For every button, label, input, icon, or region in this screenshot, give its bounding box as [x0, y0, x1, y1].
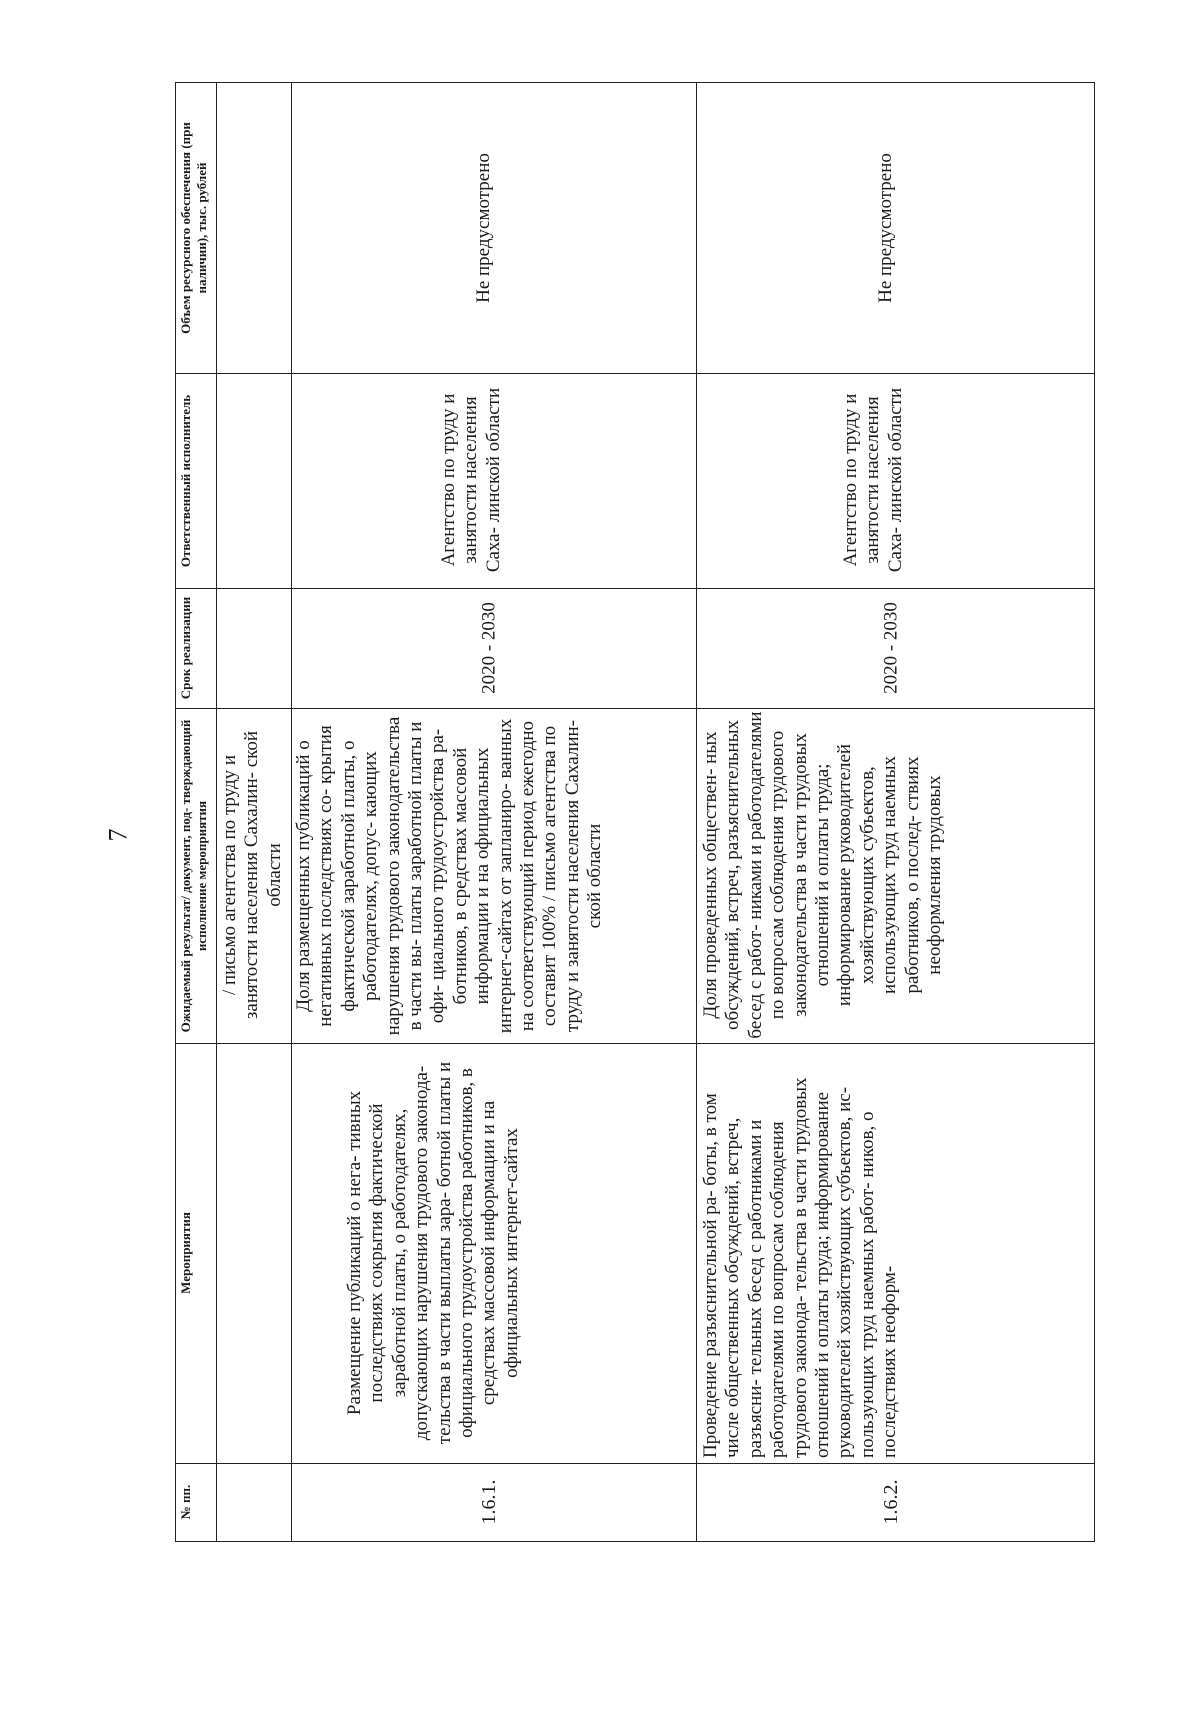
row1-executor: Агентство по труду и занятости населения Саха- линской области: [438, 387, 504, 573]
row2-term-cell: [696, 588, 1094, 708]
row1-event: Размещение публикаций о нега- тивных последствиях сокрытия фактической заработной платы, о работодателях, допускающих нарушения трудового законода- тельства в части выплаты зара- ботной платы и официального трудоустройства работников, в средствах массовой информации и на официальных интернет-сайтах: [344, 1061, 522, 1445]
header-resources: Объем ресурсного обеспечения (при наличии), тыс. рублей: [178, 122, 209, 334]
page-number: 7: [103, 828, 133, 842]
row2-num: 1.6.2.: [880, 1479, 902, 1525]
row1-num-cell: [291, 1463, 696, 1541]
row2-executor-cell: [696, 373, 1094, 588]
header-event: Мероприятия: [178, 1212, 193, 1294]
header-num: № пп.: [178, 1484, 193, 1520]
header-executor-cell: [176, 373, 216, 588]
row0-result: / письмо агентства по труду и занятости населения Сахалин- ской области: [219, 730, 285, 1020]
row2-resources-cell: [696, 83, 1094, 373]
rotated-grid: [176, 83, 1094, 1541]
row1-result-cell: [291, 708, 696, 1043]
row2-num-cell: [696, 1463, 1094, 1541]
row2-result-cell: [696, 708, 1094, 1043]
row2-event: Проведение разъяснительной ра- боты, в том числе общественных обсуждений, встреч, разъясни- тельных бесед с работниками и работодателями по вопросам соблюдения трудового законода- тельства в части трудовых отношений и оплаты труда; информирование руководителей хозяйствующих субъектов, ис- пользующих труд наемных работ- ников, о последствиях неоформ-: [700, 1077, 901, 1458]
header-term: Срок реализации: [178, 596, 193, 700]
header-executor: Ответственный исполнитель: [178, 394, 193, 568]
row1-event-cell: [291, 1043, 696, 1463]
row2-term: 2020 - 2030: [880, 602, 902, 694]
row1-resources: Не предусмотрено: [473, 153, 494, 303]
row1-num: 1.6.1.: [478, 1479, 500, 1525]
row1-term: 2020 - 2030: [478, 602, 500, 694]
row0-result-cell: [216, 708, 291, 1043]
header-resources-cell: [176, 83, 216, 373]
header-result: Ожидаемый результат/ документ, под- тверждающий исполнение мероприятия: [178, 719, 209, 1033]
row1-resources-cell: [291, 83, 696, 373]
row2-resources: Не предусмотрено: [875, 153, 896, 303]
row2-executor: Агентство по труду и занятости населения Саха- линской области: [840, 387, 906, 573]
header-num-cell: [176, 1463, 216, 1541]
header-result-cell: [176, 708, 216, 1043]
row1-executor-cell: [291, 373, 696, 588]
row1-term-cell: [291, 588, 696, 708]
row2-result: Доля проведенных обществен- ных обсуждений, встреч, разъяснительных бесед с работ- никами и работодателями по вопросам соблюдения трудового законодательства в части трудовых отношений и оплаты труда; информирование руководителей хозяйствующих субъектов, использующих труд наемных работников, о послед- ствиях неоформления трудовых: [700, 711, 946, 1039]
header-event-cell: [176, 1043, 216, 1463]
row1-result: Доля размещенных публикаций о негативных последствиях со- крытия фактической заработной платы, о работодателях, допус- кающих нарушения трудового законодательства в части вы- платы заработной платы и офи- циального трудоустройства ра- ботников, в средствах массовой информации и на официальных интернет-сайтах от запланиро- ванных на соответствующий период ежегодно составит 100% / письмо агентства по труду и занятости населения Сахалин- ской области: [293, 716, 606, 1036]
row2-event-cell: [696, 1043, 1094, 1463]
header-term-cell: [176, 588, 216, 708]
